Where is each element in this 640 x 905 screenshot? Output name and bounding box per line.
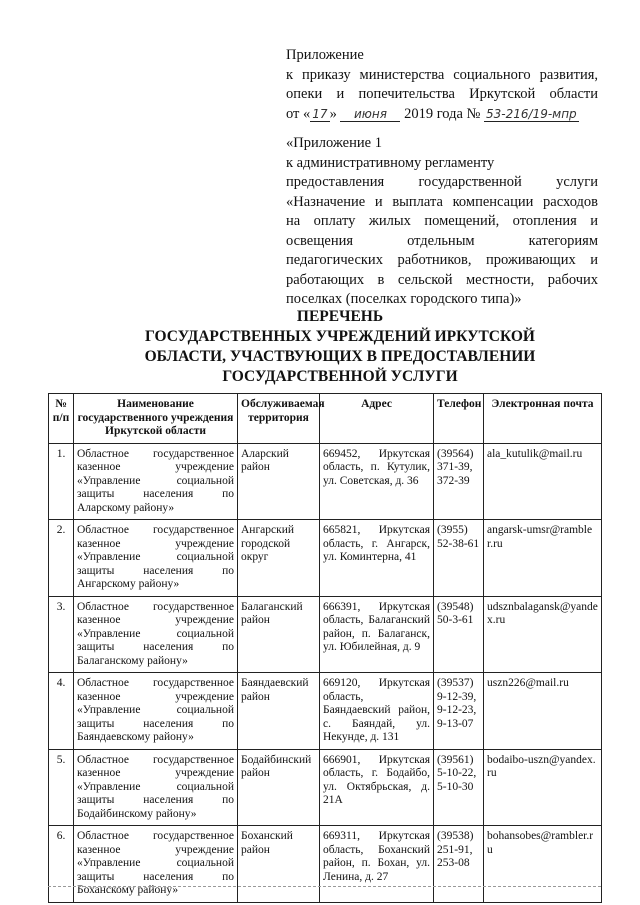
appendix-line-1: к приказу министерства социального развития, <box>286 66 598 83</box>
title-line-4: ГОСУДАРСТВЕННОЙ УСЛУГИ <box>222 368 458 385</box>
row-territory: Аларский район <box>238 443 320 520</box>
title-line-3: ОБЛАСТИ, УЧАСТВУЮЩИХ В ПРЕДОСТАВЛЕНИИ <box>144 348 536 365</box>
row-num: 2. <box>49 520 74 597</box>
appendix-line-2: опеки и попечительства Иркутской области <box>286 86 598 102</box>
row-territory: Боханский район <box>238 826 320 903</box>
date-year: 2019 года № <box>404 105 481 122</box>
row-phone: (39561) 5-10-22, 5-10-30 <box>434 749 484 826</box>
row-email: bohansobes@rambler.ru <box>484 826 602 903</box>
row-phone: (39548) 50-3-61 <box>434 596 484 673</box>
table-row <box>49 443 602 520</box>
reg-line-2: предоставления государственной услуги <box>286 174 598 190</box>
reg-line-5: освещения отдельным категориям <box>286 232 598 249</box>
row-num: 3. <box>49 596 74 673</box>
row-name: Областное государственное казенное учреждение «Управление социальной защиты населения по Балаганскому району» <box>74 596 238 673</box>
institutions-table <box>48 393 602 903</box>
appendix-date-line <box>286 105 598 125</box>
reg-line-8: поселках (поселках городского типа)» <box>286 291 522 307</box>
row-name: Областное государственное казенное учреждение «Управление социальной защиты населения по Баяндаевскому району» <box>74 673 238 750</box>
header-email: Электронная почта <box>484 394 602 444</box>
header-num: № п/п <box>49 394 74 444</box>
row-territory: Бодайбинский район <box>238 749 320 826</box>
row-email: bodaibo-uszn@yandex.ru <box>484 749 602 826</box>
order-number-handwritten: 53-216/19-мпр <box>486 106 577 121</box>
date-day-handwritten: 17 <box>312 106 328 121</box>
row-address: 666391, Иркутская область, Балаганский район, п. Балаганск, ул. Юбилейная, д. 9 <box>320 596 434 673</box>
regulation-reference <box>286 134 598 310</box>
row-territory: Ангарский городской округ <box>238 520 320 597</box>
reg-line-7: работающих в сельской местности, рабочих <box>286 271 598 288</box>
date-prefix: от « <box>286 105 311 122</box>
table-header-row <box>49 394 602 444</box>
table-row <box>49 673 602 750</box>
appendix-title: Приложение <box>286 47 364 63</box>
row-name: Областное государственное казенное учреждение «Управление социальной защиты населения по Аларскому району» <box>74 443 238 520</box>
row-email: angarsk-umsr@rambler.ru <box>484 520 602 597</box>
row-name: Областное государственное казенное учреждение «Управление социальной защиты населения по Ангарскому району» <box>74 520 238 597</box>
row-name: Областное государственное казенное учреждение «Управление социальной защиты населения по Боханскому району» <box>74 826 238 903</box>
row-name: Областное государственное казенное учреждение «Управление социальной защиты населения по Бодайбинскому району» <box>74 749 238 826</box>
title-line-1: ПЕРЕЧЕНЬ <box>296 308 384 325</box>
row-address: 666901, Иркутская область, г. Бодайбо, ул. Октябрьская, д. 21А <box>320 749 434 826</box>
row-email: ala_kutulik@mail.ru <box>484 443 602 520</box>
header-address: Адрес <box>320 394 434 444</box>
document-title <box>140 307 540 387</box>
header-territory: Обслуживаемая территория <box>238 394 320 444</box>
row-address: 669311, Иркутская область, Боханский район, п. Бохан, ул. Ленина, д. 27 <box>320 826 434 903</box>
header-name: Наименование государственного учреждения Иркутской области <box>74 394 238 444</box>
table-row <box>49 826 602 903</box>
table-row <box>49 749 602 826</box>
row-num: 5. <box>49 749 74 826</box>
row-phone: (3955) 52-38-61 <box>434 520 484 597</box>
row-phone: (39564) 371-39, 372-39 <box>434 443 484 520</box>
row-num: 1. <box>49 443 74 520</box>
table-row <box>49 520 602 597</box>
row-email: udsznbalagansk@yandex.ru <box>484 596 602 673</box>
row-phone: (39538) 251-91, 253-08 <box>434 826 484 903</box>
date-sep: » <box>329 105 337 122</box>
title-line-2: ГОСУДАРСТВЕННЫХ УЧРЕЖДЕНИЙ ИРКУТСКОЙ <box>145 328 535 345</box>
appendix-header <box>286 46 598 124</box>
reg-line-0: «Приложение 1 <box>286 135 382 151</box>
row-address: 669452, Иркутская область, п. Кутулик, ул. Советская, д. 36 <box>320 443 434 520</box>
row-num: 6. <box>49 826 74 903</box>
reg-line-6: педагогических работников, проживающих и <box>286 252 598 268</box>
reg-line-3: «Назначение и выплата компенсации расходов <box>286 193 598 210</box>
reg-line-4: на оплату жилых помещений, отопления и <box>286 213 598 229</box>
scan-edge-line <box>48 886 601 888</box>
row-address: 665821, Иркутская область, г. Ангарск, ул. Коминтерна, 41 <box>320 520 434 597</box>
row-address: 669120, Иркутская область, Баяндаевский район, с. Баяндай, ул. Некунде, д. 131 <box>320 673 434 750</box>
header-phone: Телефон <box>434 394 484 444</box>
date-month-handwritten: июня <box>340 107 400 122</box>
row-territory: Балаганский район <box>238 596 320 673</box>
row-phone: (39537) 9-12-39, 9-12-23, 9-13-07 <box>434 673 484 750</box>
row-email: uszn226@mail.ru <box>484 673 602 750</box>
row-territory: Баяндаевский район <box>238 673 320 750</box>
table-row <box>49 596 602 673</box>
row-num: 4. <box>49 673 74 750</box>
reg-line-1: к административному регламенту <box>286 154 495 171</box>
